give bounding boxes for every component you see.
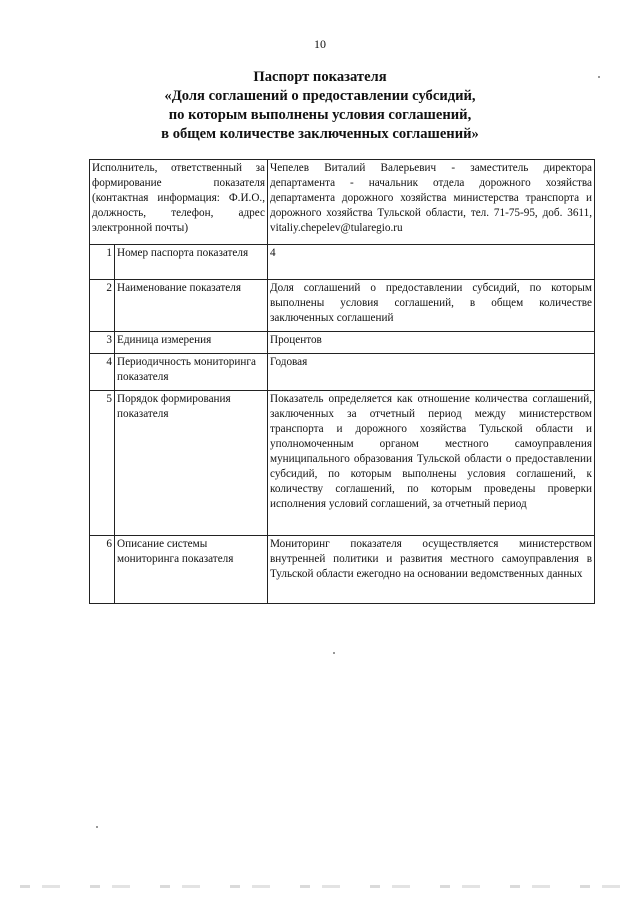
table-row: [90, 536, 595, 604]
responsible-label: Исполнитель, ответственный за формирование показателя (контактная информация: Ф.И.О., должность, телефон, адрес электронной почты): [90, 160, 268, 245]
row-value: Доля соглашений о предоставлении субсидий, по которым выполнены условия соглашений, в общем количестве заключенных соглашений: [268, 280, 595, 332]
responsible-value: Чепелев Виталий Валерьевич - заместитель директора департамента - начальник отдела дорожного хозяйства департамента дорожного хозяйства министерства транспорта и дорожного хозяйства Тульской области, тел. 71-75-95, доб. 3611, vitaliy.chepelev@tularegio.ru: [268, 160, 595, 245]
row-label: Единица измерения: [115, 332, 268, 354]
row-number: 2: [90, 280, 115, 332]
table-row: [90, 354, 595, 391]
row-value: Процентов: [268, 332, 595, 354]
row-number: 3: [90, 332, 115, 354]
scan-speck: [96, 826, 98, 828]
scan-speck: [598, 76, 600, 78]
table-row: [90, 280, 595, 332]
table-row-responsible: [90, 160, 595, 245]
row-number: 5: [90, 391, 115, 536]
row-value: Показатель определяется как отношение количества соглашений, заключенных за отчетный период между министерством транспорта и дорожного хозяйства Тульской области и уполномоченным органом местного самоуправления муниципального образования Тульской области о предоставлении субсидий, по которым выполнены условия соглашений, к количеству соглашений, по которым проведены проверки исполнения условий соглашений, за отчетный период: [268, 391, 595, 536]
title-line-3: по которым выполнены условия соглашений,: [168, 107, 472, 123]
row-number: 6: [90, 536, 115, 604]
row-label: Порядок формирования показателя: [115, 391, 268, 536]
page-number: 10: [314, 37, 326, 51]
row-label: Описание системы мониторинга показателя: [115, 536, 268, 604]
scan-speck: [333, 652, 335, 654]
row-value: 4: [268, 245, 595, 280]
row-label: Периодичность мониторинга показателя: [115, 354, 268, 391]
row-label: Наименование показателя: [115, 280, 268, 332]
scan-artifact-line: [20, 885, 620, 888]
row-value: Мониторинг показателя осуществляется министерством внутренней политики и развития местного самоуправления в Тульской области ежегодно на основании ведомственных данных: [268, 536, 595, 604]
passport-table: [89, 159, 595, 604]
table-row: [90, 332, 595, 354]
title-line-1: Паспорт показателя: [253, 69, 387, 85]
table-row: [90, 391, 595, 536]
row-number: 1: [90, 245, 115, 280]
row-label: Номер паспорта показателя: [115, 245, 268, 280]
table-row: [90, 245, 595, 280]
row-number: 4: [90, 354, 115, 391]
title-line-4: в общем количестве заключенных соглашений»: [161, 126, 479, 142]
title-line-2: «Доля соглашений о предоставлении субсидий,: [164, 88, 476, 104]
document-title: [0, 68, 640, 144]
row-value: Годовая: [268, 354, 595, 391]
